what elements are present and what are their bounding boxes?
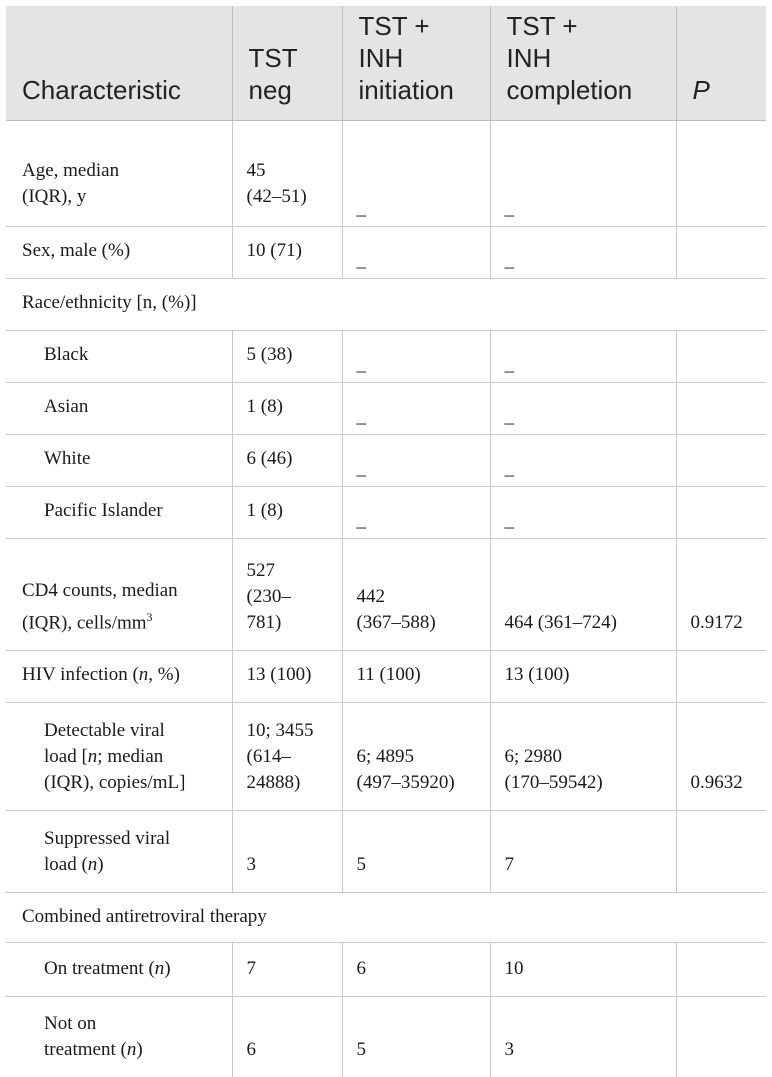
cell-tst-neg: 527 (230– 781) <box>232 539 342 651</box>
cell-completion: _ <box>490 121 676 227</box>
header-inh-initiation: TST + INH initiation <box>342 6 490 121</box>
row-label-black: Black <box>6 331 232 383</box>
row-label-suppressed-viral-load: Suppressed viral load (n) <box>6 811 232 893</box>
cell-completion: 7 <box>490 811 676 893</box>
cell-p-value <box>676 383 766 435</box>
row-label-white: White <box>6 435 232 487</box>
row-label-cd4 <box>6 539 232 651</box>
cell-p-value <box>676 651 766 703</box>
table-row <box>6 227 766 279</box>
table-row <box>6 997 766 1077</box>
table-row <box>6 811 766 893</box>
cell-tst-neg: 10 (71) <box>232 227 342 279</box>
section-label-cart: Combined antiretroviral therapy <box>6 893 766 943</box>
cell-initiation: 6 <box>342 943 490 997</box>
cell-tst-neg: 6 <box>232 997 342 1077</box>
cell-p-value <box>676 811 766 893</box>
cell-tst-neg: 45 (42–51) <box>232 121 342 227</box>
cell-completion: _ <box>490 383 676 435</box>
table-row <box>6 651 766 703</box>
table-row <box>6 703 766 811</box>
row-label-detectable-viral-load: Detectable viral load [n; median (IQR), copies/mL] <box>6 703 232 811</box>
row-label-asian: Asian <box>6 383 232 435</box>
table-row <box>6 121 766 227</box>
cell-completion: _ <box>490 487 676 539</box>
cell-completion: 6; 2980 (170–59542) <box>490 703 676 811</box>
cell-initiation: _ <box>342 435 490 487</box>
table-row <box>6 383 766 435</box>
cell-completion: 464 (361–724) <box>490 539 676 651</box>
row-label-hiv: HIV infection (n, %) <box>6 651 232 703</box>
row-label-not-on-treatment: Not on treatment (n) <box>6 997 232 1077</box>
cell-p-value <box>676 943 766 997</box>
row-label-age: Age, median (IQR), y <box>6 121 232 227</box>
table-row <box>6 893 766 943</box>
cell-initiation: 5 <box>342 997 490 1077</box>
cell-p-value <box>676 435 766 487</box>
cell-initiation: 5 <box>342 811 490 893</box>
cell-p-value <box>676 331 766 383</box>
row-label-on-treatment: On treatment (n) <box>6 943 232 997</box>
cell-completion: 13 (100) <box>490 651 676 703</box>
cell-tst-neg: 10; 3455 (614– 24888) <box>232 703 342 811</box>
table-row <box>6 487 766 539</box>
cell-tst-neg: 1 (8) <box>232 487 342 539</box>
header-row <box>6 6 766 121</box>
cell-initiation: 11 (100) <box>342 651 490 703</box>
cell-initiation: _ <box>342 487 490 539</box>
cell-tst-neg: 7 <box>232 943 342 997</box>
cell-tst-neg: 5 (38) <box>232 331 342 383</box>
table-row <box>6 435 766 487</box>
cell-completion: _ <box>490 227 676 279</box>
header-p-value: P <box>676 6 766 121</box>
cell-p-value <box>676 997 766 1077</box>
cell-p-value: 0.9632 <box>676 703 766 811</box>
cell-tst-neg: 3 <box>232 811 342 893</box>
cell-p-value <box>676 121 766 227</box>
cd4-label-superscript: 3 <box>146 609 153 624</box>
table-row <box>6 279 766 331</box>
section-label-race: Race/ethnicity [n, (%)] <box>6 279 766 331</box>
cell-completion: 3 <box>490 997 676 1077</box>
cell-p-value: 0.9172 <box>676 539 766 651</box>
header-inh-completion: TST + INH completion <box>490 6 676 121</box>
header-characteristic: Characteristic <box>6 6 232 121</box>
cell-initiation: _ <box>342 383 490 435</box>
cell-completion: 10 <box>490 943 676 997</box>
cd4-label-line1: CD4 counts, median <box>22 579 178 601</box>
cell-tst-neg: 1 (8) <box>232 383 342 435</box>
row-label-sex: Sex, male (%) <box>6 227 232 279</box>
cell-initiation: _ <box>342 121 490 227</box>
cell-initiation: 6; 4895 (497–35920) <box>342 703 490 811</box>
cell-completion: _ <box>490 435 676 487</box>
header-tst-neg: TST neg <box>232 6 342 121</box>
cell-tst-neg: 6 (46) <box>232 435 342 487</box>
row-label-pacific-islander: Pacific Islander <box>6 487 232 539</box>
table-row <box>6 943 766 997</box>
cd4-label-line2: (IQR), cells/mm <box>22 612 147 633</box>
cell-tst-neg: 13 (100) <box>232 651 342 703</box>
cell-p-value <box>676 227 766 279</box>
cell-initiation: 442 (367–588) <box>342 539 490 651</box>
table-row <box>6 331 766 383</box>
cell-completion: _ <box>490 331 676 383</box>
table-row <box>6 539 766 651</box>
cell-p-value <box>676 487 766 539</box>
characteristics-table <box>6 6 766 1077</box>
cell-initiation: _ <box>342 331 490 383</box>
cell-initiation: _ <box>342 227 490 279</box>
